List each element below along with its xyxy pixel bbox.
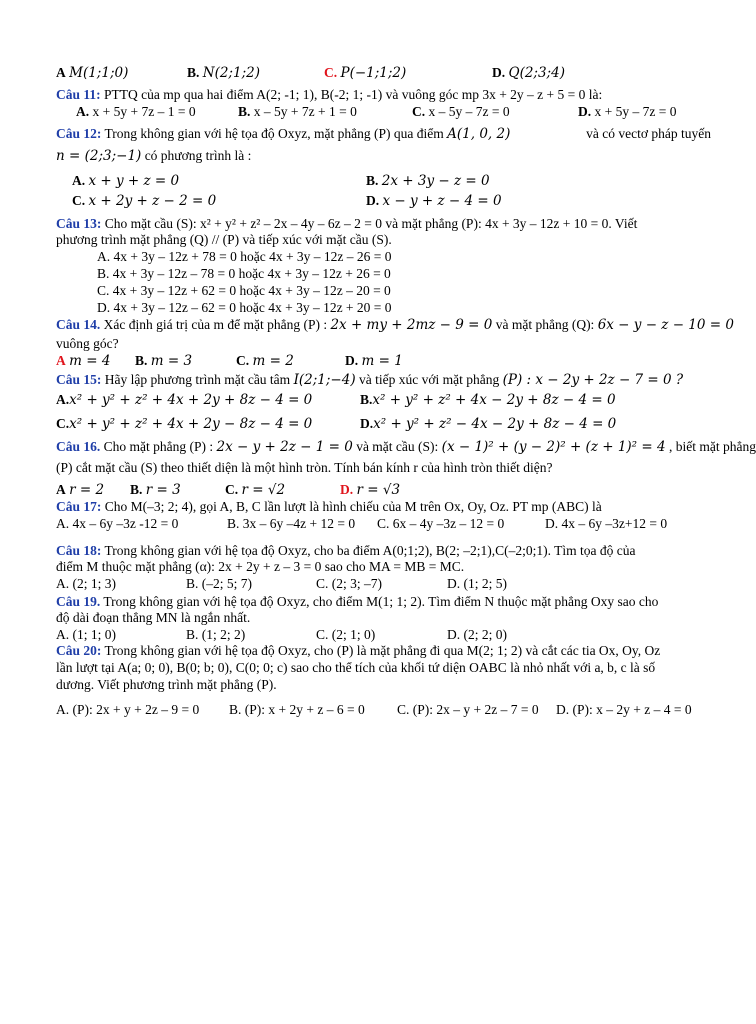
q16-option-d: D. r = √3 <box>340 482 401 498</box>
q14-option-d: D. m = 1 <box>345 353 403 369</box>
q12-option-a: A. x + y + z = 0 <box>72 173 180 189</box>
q20-stem-line2: lần lượt tại A(a; 0; 0), B(0; b; 0), C(0; 0; c) sao cho thể tích của khối tứ diện OABC là nhỏ nhất với a, b, c là số <box>56 660 656 675</box>
q19-stem-line2: độ dài đoạn thẳng MN là ngắn nhất. <box>56 610 251 625</box>
q14-stem-line2: vuông góc? <box>56 336 119 351</box>
q12-option-d: D. x − y + z − 4 = 0 <box>366 193 502 209</box>
q16-option-b: B. r = 3 <box>130 482 181 498</box>
q13-option-a: A. 4x + 3y – 12z + 78 = 0 hoặc 4x + 3y – 12z – 26 = 0 <box>97 249 392 264</box>
q10-option-a: A M(1;1;0) <box>56 65 129 81</box>
q14-option-c: C. m = 2 <box>236 353 294 369</box>
q13-stem-line2: phương trình mặt phẳng (Q) // (P) và tiếp xúc với mặt cầu (S). <box>56 232 392 247</box>
q11-option-d: D. x + 5y – 7z = 0 <box>578 104 677 119</box>
q15-label: Câu 15: <box>56 372 102 387</box>
q12-label: Câu 12: <box>56 126 102 141</box>
q10-option-d: D. Q(2;3;4) <box>492 65 565 81</box>
q14-option-b: B. m = 3 <box>135 353 193 369</box>
q15-option-a: A.x² + y² + z² + 4x + 2y + 8z − 4 = 0 <box>56 392 313 408</box>
q11-label: Câu 11: <box>56 87 101 102</box>
q11-option-b: B. x – 5y + 7z + 1 = 0 <box>238 104 357 119</box>
q13-label: Câu 13: <box>56 216 102 231</box>
q15-option-b: B.x² + y² + z² + 4x − 2y + 8z − 4 = 0 <box>360 392 616 408</box>
q12-option-b: B. 2x + 3y − z = 0 <box>366 173 490 189</box>
q18-label: Câu 18: <box>56 543 102 558</box>
q17-option-a: A. 4x – 6y –3z -12 = 0 <box>56 516 179 531</box>
q11-stem: Câu 11: PTTQ của mp qua hai điểm A(2; -1; 1), B(-2; 1; -1) và vuông góc mp 3x + 2y – z + 5 = 0 là: <box>56 87 603 102</box>
q17-option-c: C. 6x – 4y –3z – 12 = 0 <box>377 516 505 531</box>
q15-stem: Câu 15: Hãy lập phương trình mặt cầu tâm I(2;1;−4) và tiếp xúc với mặt phẳng (P) : x − 2y + 2z − 7 = 0 ? <box>56 372 684 388</box>
q12-stem-line1: Câu 12: Trong không gian với hệ tọa độ Oxyz, mặt phẳng (P) qua điểm A(1, 0, 2) và có vectơ pháp tuyến <box>56 126 711 142</box>
q16-label: Câu 16. <box>56 439 101 454</box>
q18-option-a: A. (2; 1; 3) <box>56 576 116 591</box>
q12-stem-line2: n = (2;3;−1) có phương trình là : <box>56 148 252 164</box>
q14-label: Câu 14. <box>56 317 101 332</box>
q18-stem-line2: điểm M thuộc mặt phẳng (α): 2x + 2y + z – 3 = 0 sao cho MA = MB = MC. <box>56 559 465 574</box>
q20-option-b: B. (P): x + 2y + z – 6 = 0 <box>229 702 365 717</box>
q13-option-d: D. 4x + 3y – 12z – 62 = 0 hoặc 4x + 3y – 12z + 20 = 0 <box>97 300 392 315</box>
q16-option-a: A r = 2 <box>56 482 105 498</box>
q18-stem-line1: Câu 18: Trong không gian với hệ tọa độ Oxyz, cho ba điểm A(0;1;2), B(2; –2;1),C(–2;0;1). Tìm tọa độ của <box>56 543 636 558</box>
q11-option-a: A. x + 5y + 7z – 1 = 0 <box>76 104 196 119</box>
q11-option-c: C. x – 5y – 7z = 0 <box>412 104 510 119</box>
q19-option-a: A. (1; 1; 0) <box>56 627 116 642</box>
q10-option-c: C. P(−1;1;2) <box>324 65 407 81</box>
q18-option-c: C. (2; 3; –7) <box>316 576 383 591</box>
q17-stem: Câu 17: Cho M(–3; 2; 4), gọi A, B, C lần lượt là hình chiếu của M trên Ox, Oy, Oz. PT mp (ABC) là <box>56 499 602 514</box>
q13-option-b: B. 4x + 3y – 12z – 78 = 0 hoặc 4x + 3y – 12z + 26 = 0 <box>97 266 391 281</box>
q12-option-c: C. x + 2y + z − 2 = 0 <box>72 193 217 209</box>
q20-option-d: D. (P): x – 2y + z – 4 = 0 <box>556 702 692 717</box>
q16-stem-line1: Câu 16. Cho mặt phẳng (P) : 2x − y + 2z − 1 = 0 và mặt cầu (S): (x − 1)² + (y − 2)² + (z + 1)² = 4 , biết mặt phẳng <box>56 439 756 455</box>
q13-stem-line1: Câu 13: Cho mặt cầu (S): x² + y² + z² – 2x – 4y – 6z – 2 = 0 và mặt phẳng (P): 4x + 3y – 12z + 10 = 0. Viết <box>56 216 638 231</box>
q19-option-b: B. (1; 2; 2) <box>186 627 246 642</box>
q14-option-a: A m = 4 <box>56 353 111 369</box>
q17-option-b: B. 3x – 6y –4z + 12 = 0 <box>227 516 356 531</box>
q19-option-c: C. (2; 1; 0) <box>316 627 376 642</box>
q20-stem-line3: dương. Viết phương trình mặt phẳng (P). <box>56 677 277 692</box>
q10-option-b: B. N(2;1;2) <box>187 65 260 81</box>
q12-normal-vector: n = (2;3;−1) <box>56 148 142 164</box>
q16-option-c: C. r = √2 <box>225 482 286 498</box>
q14-stem-line1: Câu 14. Xác định giá trị của m để mặt phẳng (P) : 2x + my + 2mz − 9 = 0 và mặt phẳng (Q): 6x − y − z − 10 = 0 <box>56 317 734 333</box>
q16-stem-line2: (P) cắt mặt cầu (S) theo thiết diện là một hình tròn. Tính bán kính r của hình tròn thiết diện? <box>56 460 553 475</box>
q17-label: Câu 17: <box>56 499 102 514</box>
q15-option-c: C.x² + y² + z² + 4x + 2y − 8z − 4 = 0 <box>56 416 313 432</box>
q19-label: Câu 19. <box>56 594 101 609</box>
q17-option-d: D. 4x – 6y –3z+12 = 0 <box>545 516 668 531</box>
q18-option-d: D. (1; 2; 5) <box>447 576 507 591</box>
q20-option-a: A. (P): 2x + y + 2z – 9 = 0 <box>56 702 200 717</box>
q20-stem-line1: Câu 20: Trong không gian với hệ tọa độ Oxyz, cho (P) là mặt phẳng đi qua M(2; 1; 2) và cắt các tia Ox, Oy, Oz <box>56 643 661 658</box>
q19-stem-line1: Câu 19. Trong không gian với hệ tọa độ Oxyz, cho điểm M(1; 1; 2). Tìm điểm N thuộc mặt phẳng Oxy sao cho <box>56 594 659 609</box>
q19-option-d: D. (2; 2; 0) <box>447 627 507 642</box>
q20-option-c: C. (P): 2x – y + 2z – 7 = 0 <box>397 702 539 717</box>
q13-option-c: C. 4x + 3y – 12z + 62 = 0 hoặc 4x + 3y – 12z – 20 = 0 <box>97 283 391 298</box>
q15-option-d: D.x² + y² + z² − 4x − 2y + 8z − 4 = 0 <box>360 416 617 432</box>
q18-option-b: B. (–2; 5; 7) <box>186 576 253 591</box>
q20-label: Câu 20: <box>56 643 102 658</box>
